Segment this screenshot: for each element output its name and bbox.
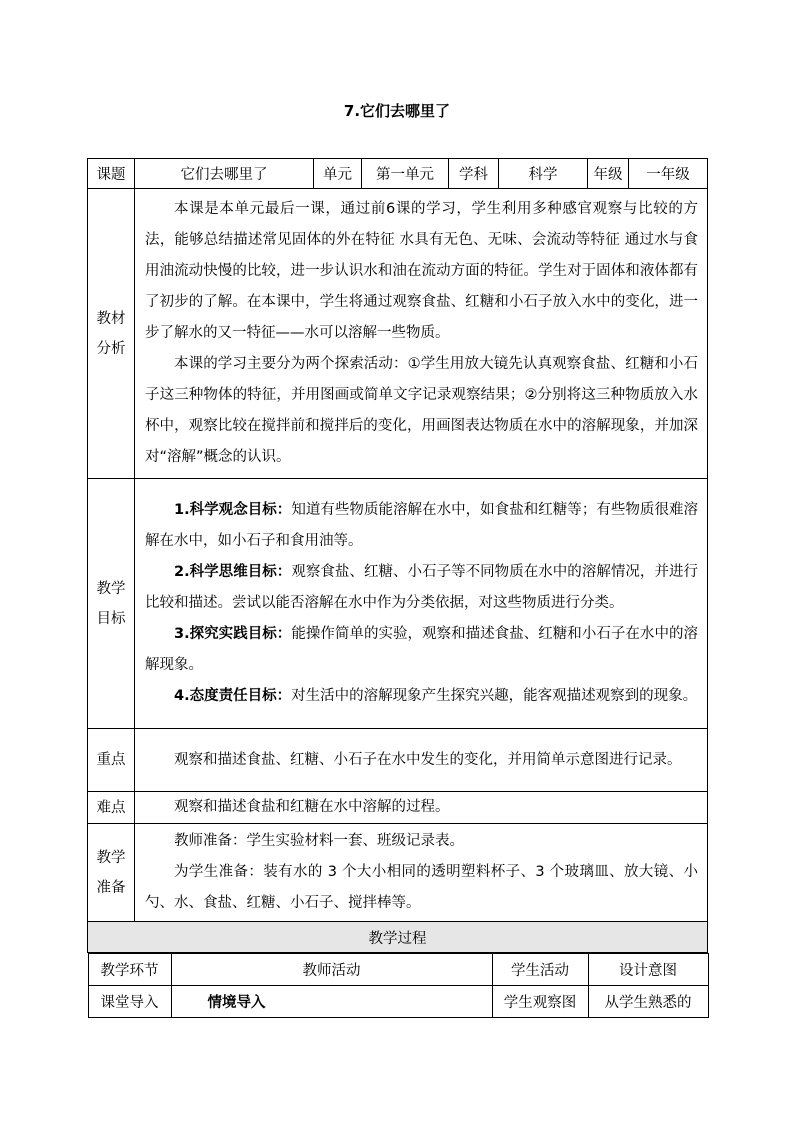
- material-analysis-paragraph: 本课的学习主要分为两个探索活动：①学生用放大镜先认真观察食盐、红糖和小石子这三种物体的特征，并用图画或简单文字记录观察结果；②分别将这三种物质放入水杯中，观察比较在搅拌前和搅拌后的变化，用画图表达物质在水中的溶解现象，并加深对“溶解”概念的认识。: [145, 356, 698, 465]
- difficulty-label: 难点: [88, 792, 135, 824]
- teaching-goals-label: [88, 479, 135, 729]
- difficulty-text: 观察和描述食盐和红糖在水中溶解的过程。: [174, 799, 450, 815]
- process-section-row: [88, 953, 708, 1019]
- material-analysis-content: [135, 189, 708, 479]
- key-point-row: [88, 729, 708, 792]
- preparation-label-line1: 教学: [96, 849, 126, 866]
- lesson-plan-table: [87, 158, 708, 1018]
- key-point-label: 重点: [88, 729, 135, 792]
- process-title: 教学过程: [88, 922, 708, 953]
- process-section: [88, 953, 708, 1019]
- goal-text: 能操作简单的实验，观察和描述食盐、红糖和小石子在水中的溶解现象。: [145, 626, 698, 673]
- material-analysis-label-line2: 分析: [96, 340, 126, 357]
- process-row: [88, 986, 708, 1018]
- page-title: 7.它们去哪里了: [343, 102, 451, 120]
- unit-label: 单元: [314, 159, 362, 189]
- subject-label: 学科: [449, 159, 499, 189]
- key-point-content: [135, 729, 708, 792]
- lesson-value: 它们去哪里了: [135, 159, 314, 189]
- goal-text: 观察食盐、红糖、小石子等不同物质在水中的溶解情况，并进行比较和描述。尝试以能否溶解在水中作为分类依据，对这些物质进行分类。: [145, 564, 698, 611]
- preparation-label-line2: 准备: [96, 879, 126, 896]
- preparation-label: [88, 824, 135, 922]
- preparation-content: [135, 824, 708, 922]
- grade-label: 年级: [588, 159, 629, 189]
- goal-item: [145, 557, 698, 619]
- material-analysis-label-line1: 教材: [96, 310, 126, 327]
- goal-heading: 1.科学观念目标：: [174, 502, 292, 518]
- design-intent-cell: 从学生熟悉的: [588, 986, 708, 1018]
- process-table: [88, 953, 709, 1018]
- teaching-goals-row: [88, 479, 708, 729]
- process-header-row: [88, 954, 708, 986]
- goal-item: [145, 619, 698, 681]
- student-activity-cell: 学生观察图: [492, 986, 588, 1018]
- process-title-row: [88, 922, 708, 953]
- material-analysis-label: [88, 189, 135, 479]
- teacher-activity-cell: 情境导入: [171, 986, 492, 1018]
- material-analysis-paragraph: 本课是本单元最后一课，通过前6课的学习，学生利用多种感官观察与比较的方法，能够总结描述常见固体的外在特征 水具有无色、无味、会流动等特征 通过水与食用油流动快慢的比较，进一步认识水和油在流动方面的特征。学生对于固体和液体都有了初步的了解。在本课中，学生将通过观察食盐、红糖和小石子放入水中的变化，进一步了解水的又一特征——水可以溶解一些物质。: [145, 201, 698, 341]
- material-analysis-row: [88, 189, 708, 479]
- goal-heading: 4.态度责任目标：: [174, 688, 292, 704]
- col-stage-header: 教学环节: [88, 954, 171, 986]
- difficulty-row: [88, 792, 708, 824]
- stage-cell: 课堂导入: [88, 986, 171, 1018]
- difficulty-content: [135, 792, 708, 824]
- col-student-header: 学生活动: [492, 954, 588, 986]
- preparation-row: [88, 824, 708, 922]
- goal-text: 知道有些物质能溶解在水中，如食盐和红糖等；有些物质很难溶解在水中，如小石子和食用油等。: [145, 502, 698, 549]
- header-row: [88, 159, 708, 189]
- teaching-goals-label-line2: 目标: [96, 610, 126, 627]
- goal-heading: 3.探究实践目标：: [174, 626, 292, 642]
- teaching-goals-content: [135, 479, 708, 729]
- goal-text: 对生活中的溶解现象产生探究兴趣，能客观描述观察到的现象。: [291, 688, 698, 704]
- lesson-label: 课题: [88, 159, 135, 189]
- key-point-text: 观察和描述食盐、红糖、小石子在水中发生的变化，并用简单示意图进行记录。: [174, 751, 682, 768]
- grade-value: 一年级: [629, 159, 708, 189]
- preparation-line: 教师准备：学生实验材料一套、班级记录表。: [174, 833, 464, 849]
- goal-heading: 2.科学思维目标：: [174, 564, 292, 580]
- col-teacher-header: 教师活动: [171, 954, 492, 986]
- col-design-header: 设计意图: [588, 954, 708, 986]
- unit-value: 第一单元: [362, 159, 449, 189]
- preparation-line: 为学生准备：装有水的 3 个大小相同的透明塑料杯子、3 个玻璃皿、放大镜、小勺、水、食盐、红糖、小石子、搅拌棒等。: [145, 864, 698, 911]
- goal-item: [145, 681, 698, 712]
- teaching-goals-label-line1: 教学: [96, 580, 126, 597]
- goal-item: [145, 495, 698, 557]
- subject-value: 科学: [499, 159, 588, 189]
